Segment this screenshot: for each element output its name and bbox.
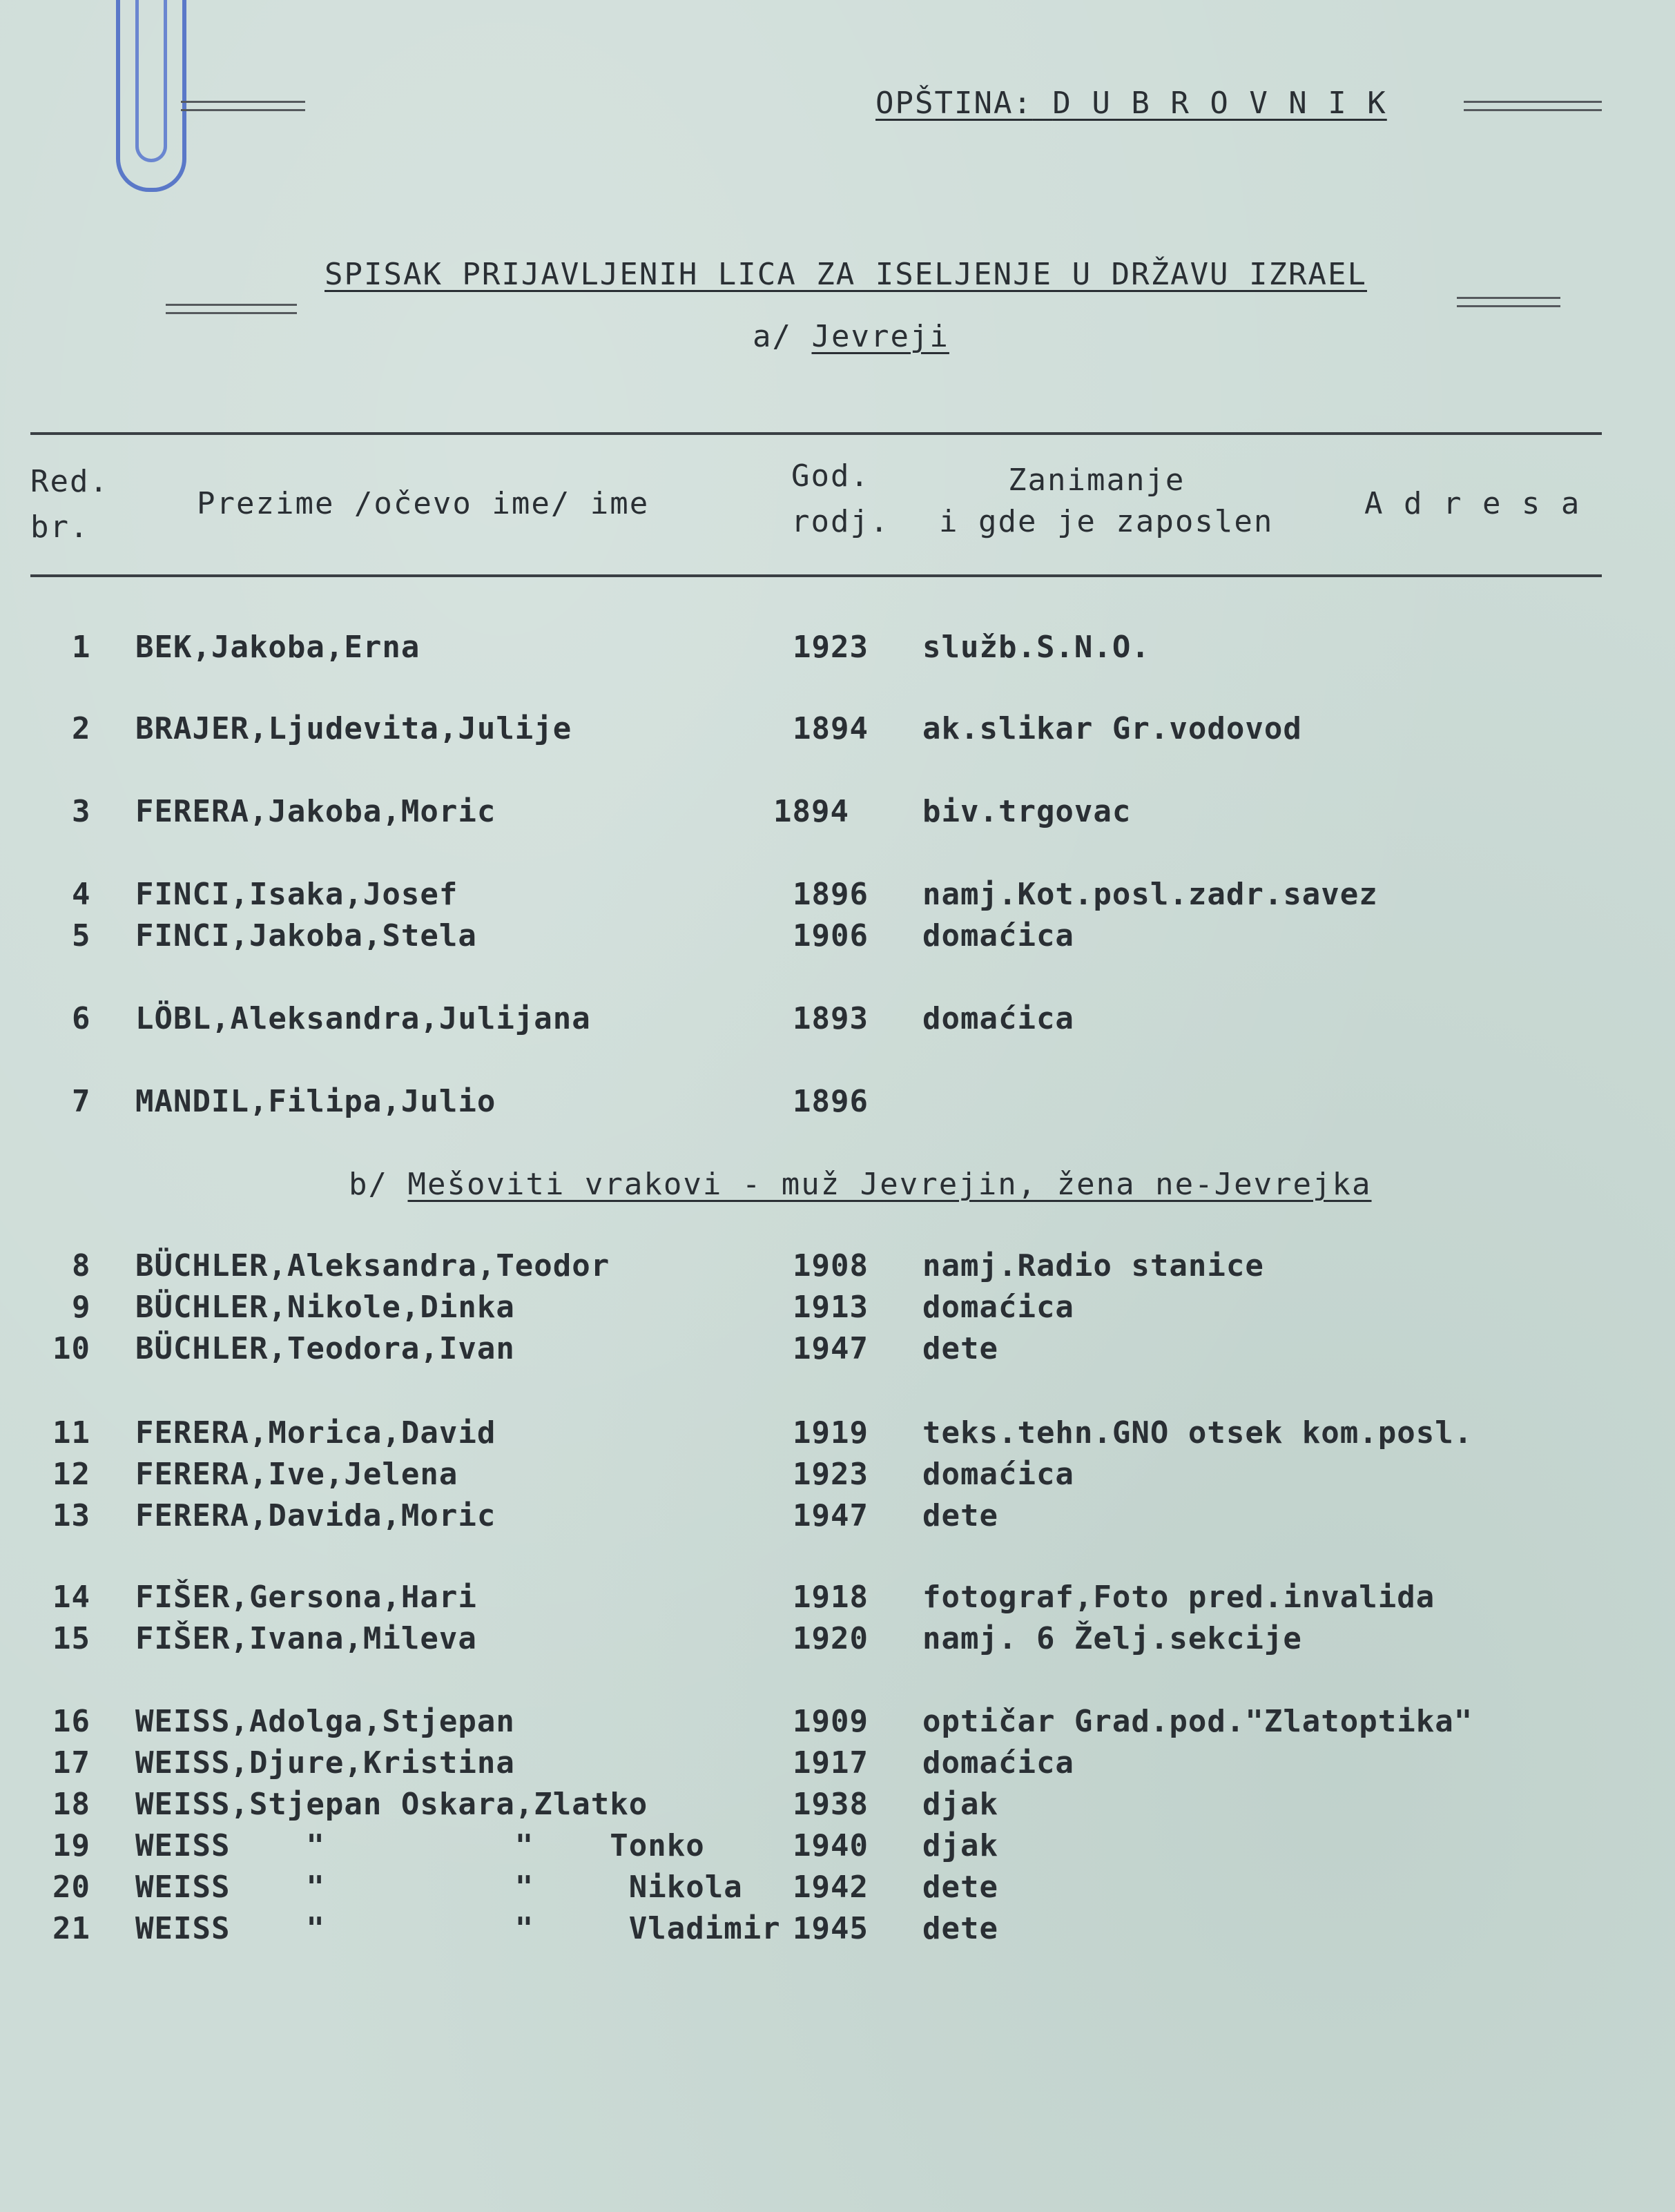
row-year: 1896 [793, 877, 869, 912]
row-job: fotograf,Foto pred.invalida [922, 1580, 1435, 1615]
column-number-line1: Red. [30, 464, 109, 499]
row-job: dete [922, 1498, 998, 1533]
row-number: 8 [72, 1248, 91, 1283]
row-name: BRAJER,Ljudevita,Julije [135, 711, 572, 746]
section-b-heading [349, 1167, 1372, 1202]
row-year: 1909 [793, 1704, 869, 1739]
row-name: WEISS " " Tonko [135, 1828, 705, 1863]
section-b-prefix: b/ [349, 1167, 388, 1202]
municipality-label: OPŠTINA: [875, 86, 1033, 121]
row-year: 1906 [793, 918, 869, 953]
row-year: 1894 [793, 711, 869, 746]
row-job: domaćica [922, 1745, 1074, 1781]
section-a-title: Jevreji [811, 319, 949, 354]
row-year: 1893 [793, 1001, 869, 1036]
column-job-line1: Zanimanje [1008, 463, 1185, 498]
row-number: 12 [52, 1457, 90, 1492]
row-job: domaćica [922, 1290, 1074, 1325]
row-name: FERERA,Jakoba,Moric [135, 794, 496, 829]
table-top-rule [30, 432, 1602, 435]
row-name: FIŠER,Ivana,Mileva [135, 1621, 477, 1656]
row-job: dete [922, 1870, 998, 1905]
row-year: 1923 [793, 630, 869, 665]
section-a-heading [753, 319, 949, 354]
row-name: FINCI,Jakoba,Stela [135, 918, 477, 953]
row-year: 1938 [793, 1787, 869, 1822]
row-number: 5 [72, 918, 91, 953]
row-number: 11 [52, 1415, 90, 1451]
row-number: 21 [52, 1911, 90, 1946]
row-year: 1919 [793, 1415, 869, 1451]
row-year: 1918 [793, 1580, 869, 1615]
row-job: djak [922, 1828, 998, 1863]
row-year: 1917 [793, 1745, 869, 1781]
row-name: WEISS,Stjepan Oskara,Zlatko [135, 1787, 648, 1822]
row-year: 1896 [793, 1084, 869, 1119]
row-year: 1894 [773, 794, 849, 829]
row-name: WEISS,Djure,Kristina [135, 1745, 515, 1781]
row-year: 1947 [793, 1331, 869, 1366]
table-header-bottom-rule [30, 574, 1602, 577]
column-number-line2: br. [30, 510, 90, 545]
row-number: 20 [52, 1870, 90, 1905]
row-number: 1 [72, 630, 91, 665]
row-job: teks.tehn.GNO otsek kom.posl. [922, 1415, 1473, 1451]
row-name: BÜCHLER,Nikole,Dinka [135, 1290, 515, 1325]
municipality-heading [875, 86, 1387, 121]
row-number: 19 [52, 1828, 90, 1863]
row-job: namj.Radio stanice [922, 1248, 1264, 1283]
row-job: namj.Kot.posl.zadr.savez [922, 877, 1378, 912]
row-number: 7 [72, 1084, 91, 1119]
column-job-line2: i gde je zaposlen [939, 504, 1274, 539]
row-number: 16 [52, 1704, 90, 1739]
row-job: dete [922, 1911, 998, 1946]
row-year: 1940 [793, 1828, 869, 1863]
row-job: namj. 6 Želj.sekcije [922, 1621, 1302, 1656]
row-year: 1942 [793, 1870, 869, 1905]
decorative-double-rule [181, 101, 305, 111]
row-number: 14 [52, 1580, 90, 1615]
row-name: FINCI,Isaka,Josef [135, 877, 458, 912]
row-number: 2 [72, 711, 91, 746]
row-job: biv.trgovac [922, 794, 1132, 829]
decorative-double-rule [1464, 101, 1602, 111]
row-name: WEISS " " Nikola [135, 1870, 743, 1905]
row-name: LÖBL,Aleksandra,Julijana [135, 1001, 591, 1036]
row-job: služb.S.N.O. [922, 630, 1150, 665]
row-number: 9 [72, 1290, 91, 1325]
row-number: 4 [72, 877, 91, 912]
document-title: SPISAK PRIJAVLJENIH LICA ZA ISELJENJE U DRŽAVU IZRAEL [325, 257, 1367, 292]
row-year: 1923 [793, 1457, 869, 1492]
row-job: domaćica [922, 918, 1074, 953]
row-number: 17 [52, 1745, 90, 1781]
section-b-title: Mešoviti vrakovi - muž Jevrejin, žena ne-Jevrejka [407, 1167, 1372, 1202]
decorative-double-rule [1457, 297, 1560, 307]
column-year-line2: rodj. [791, 504, 890, 539]
row-year: 1945 [793, 1911, 869, 1946]
row-name: WEISS " " Vladimir [135, 1911, 781, 1946]
row-year: 1908 [793, 1248, 869, 1283]
row-name: FIŠER,Gersona,Hari [135, 1580, 477, 1615]
row-name: BEK,Jakoba,Erna [135, 630, 420, 665]
row-number: 15 [52, 1621, 90, 1656]
row-year: 1920 [793, 1621, 869, 1656]
row-job: optičar Grad.pod."Zlatoptika" [922, 1704, 1473, 1739]
row-year: 1913 [793, 1290, 869, 1325]
row-year: 1947 [793, 1498, 869, 1533]
column-year-line1: God. [791, 458, 870, 494]
row-name: FERERA,Ive,Jelena [135, 1457, 458, 1492]
column-address-header: A d r e s a [1364, 486, 1581, 521]
section-a-prefix: a/ [753, 319, 792, 354]
row-number: 13 [52, 1498, 90, 1533]
paper-clip-inner-icon [135, 0, 167, 162]
row-job: ak.slikar Gr.vodovod [922, 711, 1302, 746]
decorative-double-rule [166, 304, 297, 314]
row-job: dete [922, 1331, 998, 1366]
row-number: 3 [72, 794, 91, 829]
row-number: 18 [52, 1787, 90, 1822]
row-name: FERERA,Morica,David [135, 1415, 496, 1451]
row-job: domaćica [922, 1457, 1074, 1492]
row-job: domaćica [922, 1001, 1074, 1036]
municipality-name: D U B R O V N I K [1052, 86, 1387, 121]
row-name: BÜCHLER,Aleksandra,Teodor [135, 1248, 610, 1283]
column-name-header: Prezime /očevo ime/ ime [197, 486, 650, 521]
row-number: 10 [52, 1331, 90, 1366]
row-name: BÜCHLER,Teodora,Ivan [135, 1331, 515, 1366]
row-number: 6 [72, 1001, 91, 1036]
row-name: FERERA,Davida,Moric [135, 1498, 496, 1533]
row-job: djak [922, 1787, 998, 1822]
row-name: MANDIL,Filipa,Julio [135, 1084, 496, 1119]
row-name: WEISS,Adolga,Stjepan [135, 1704, 515, 1739]
